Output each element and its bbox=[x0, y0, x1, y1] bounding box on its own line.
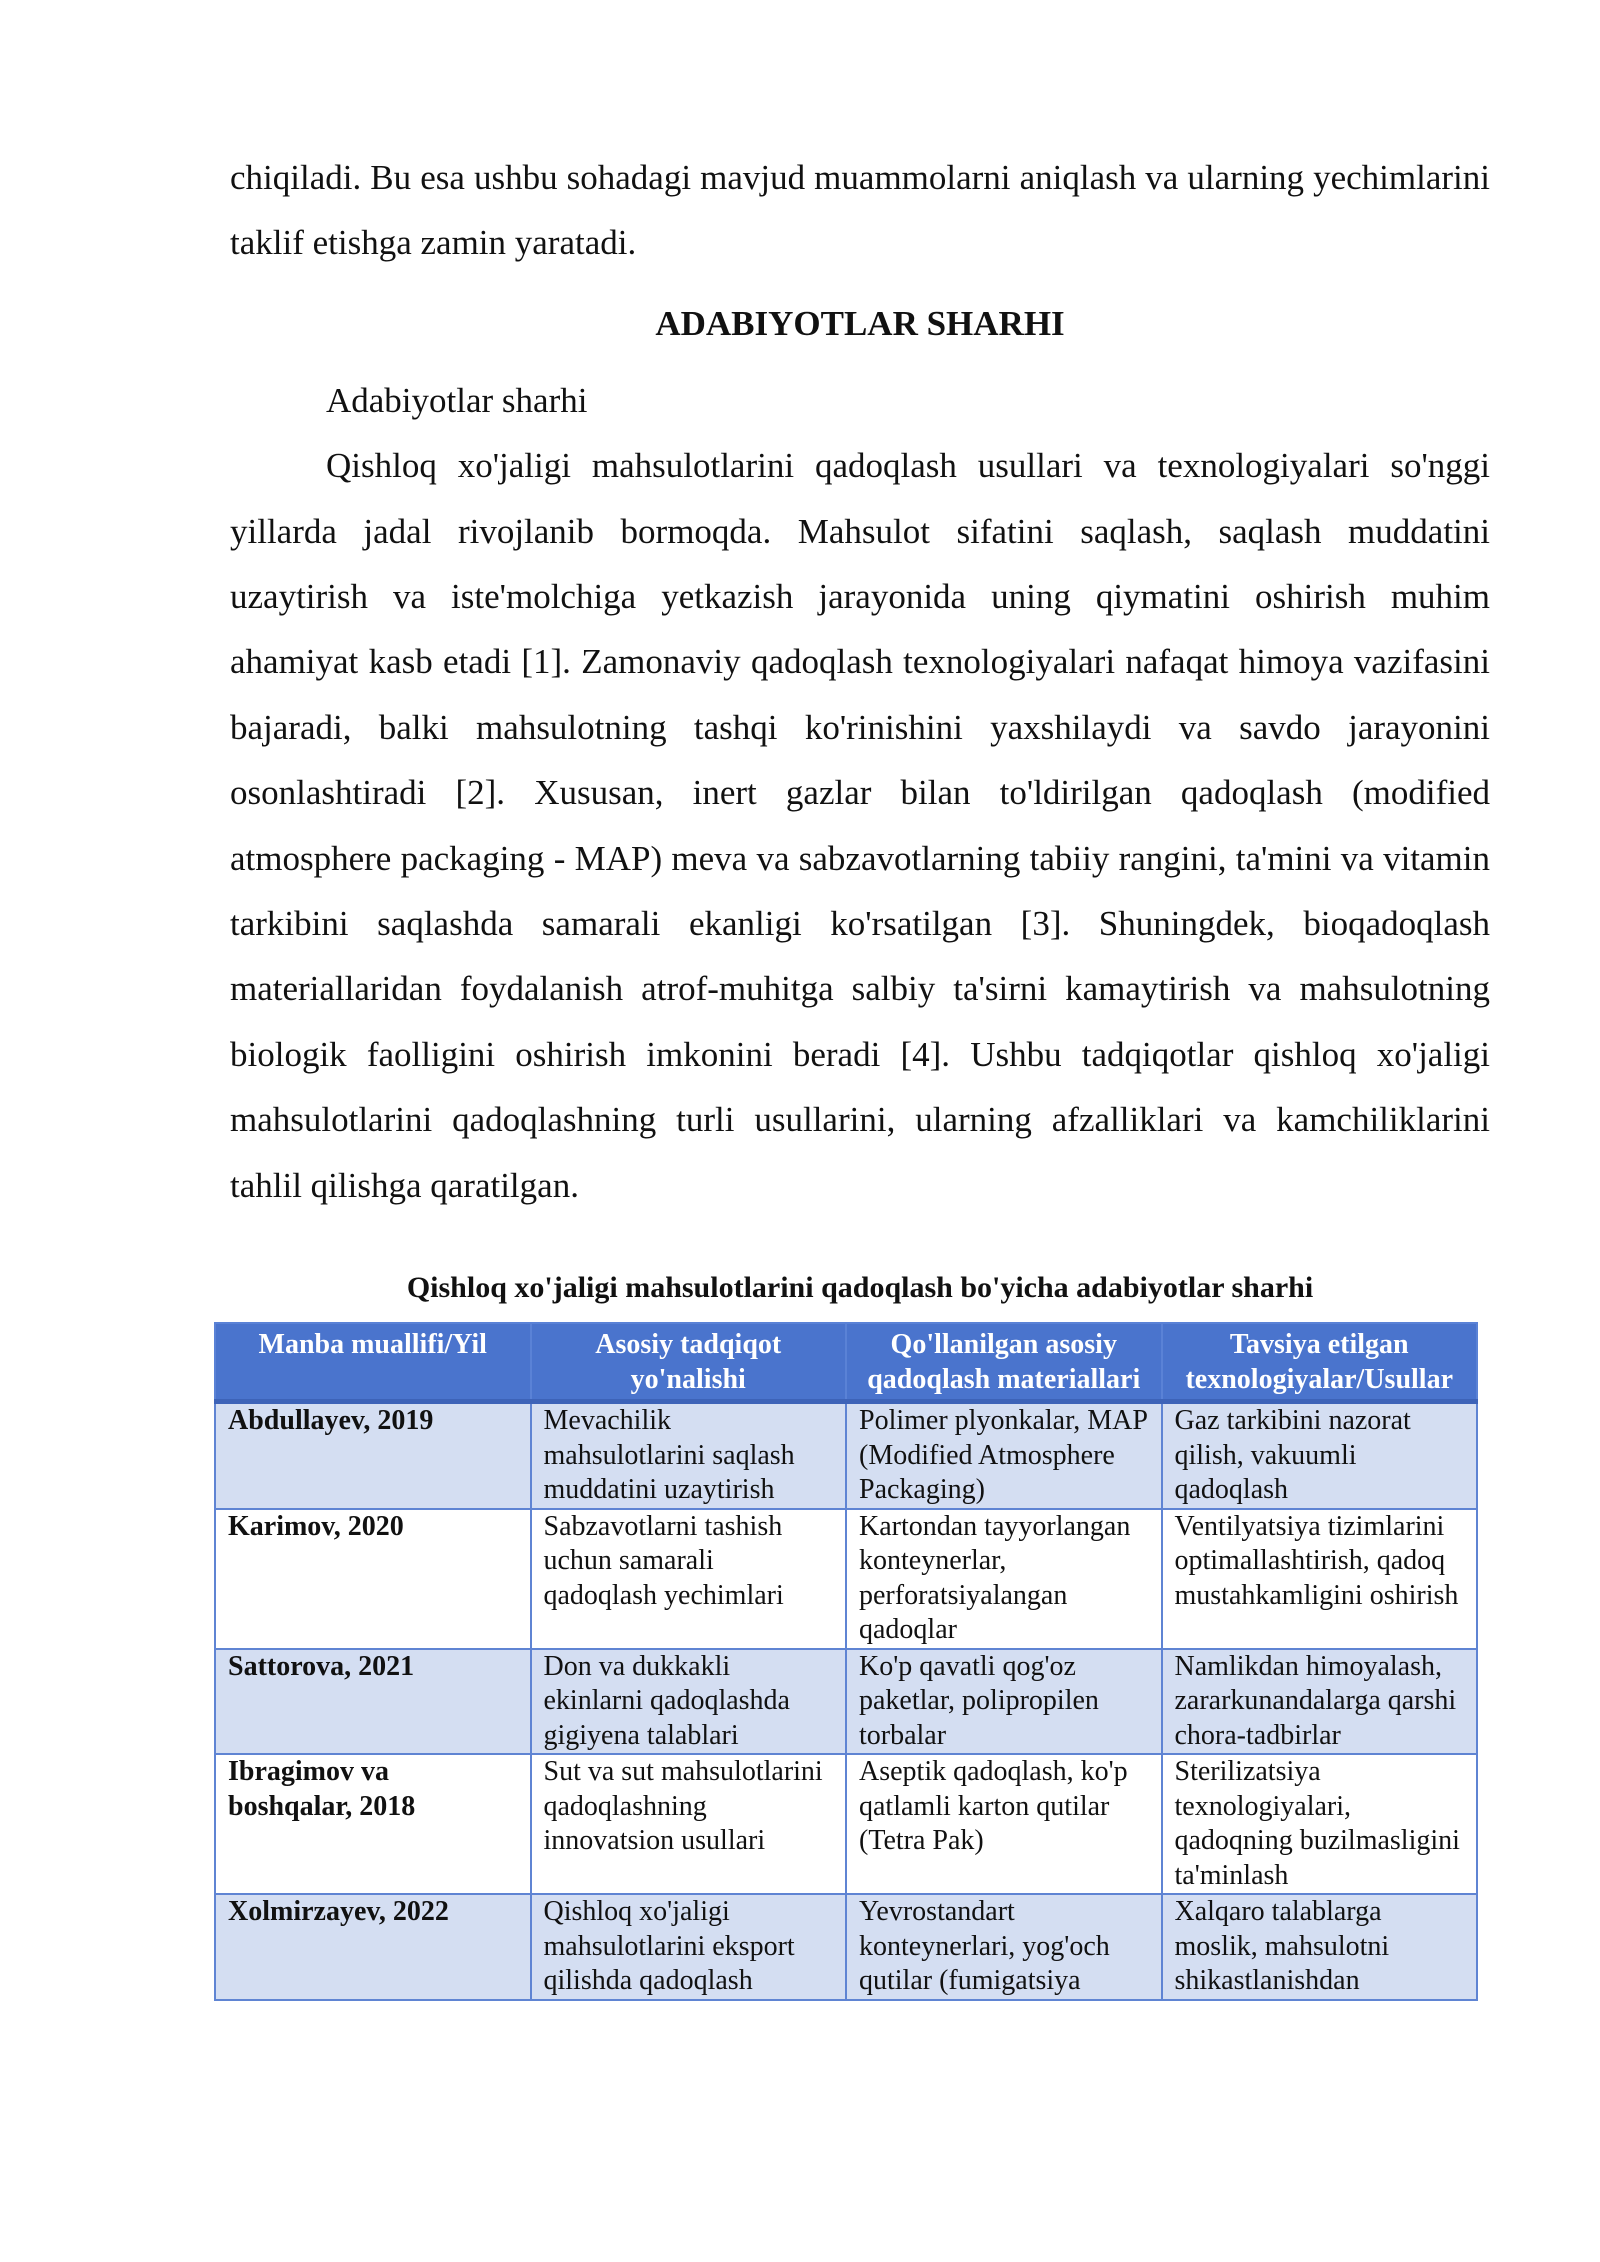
cell-research-direction: Don va dukkakli ekinlarni qadoqlashda gigiyena talablari bbox=[531, 1649, 847, 1755]
table-row bbox=[215, 1509, 1477, 1649]
literature-review-table bbox=[214, 1322, 1478, 2001]
cell-packaging-materials: Ko'p qavatli qog'oz paketlar, polipropilen torbalar bbox=[846, 1649, 1162, 1755]
table-header-row bbox=[215, 1323, 1477, 1402]
table-row bbox=[215, 1649, 1477, 1755]
cell-research-direction: Sut va sut mahsulotlarini qadoqlashning innovatsion usullari bbox=[531, 1754, 847, 1894]
cell-recommended-technologies: Ventilyatsiya tizimlarini optimallashtirish, qadoq mustahkamligini oshirish bbox=[1162, 1509, 1478, 1649]
cell-author: Sattorova, 2021 bbox=[215, 1649, 531, 1755]
table-caption: Qishloq xo'jaligi mahsulotlarini qadoqlash bo'yicha adabiyotlar sharhi bbox=[406, 1271, 1314, 1305]
header-recommended-technologies: Tavsiya etilgan texnologiyalar/Usullar bbox=[1162, 1323, 1478, 1402]
cell-research-direction: Mevachilik mahsulotlarini saqlash muddatini uzaytirish bbox=[531, 1402, 847, 1509]
cell-packaging-materials: Yevrostandart konteynerlari, yog'och qutilar (fumigatsiya bbox=[846, 1894, 1162, 2000]
cell-recommended-technologies: Xalqaro talablarga moslik, mahsulotni shikastlanishdan bbox=[1162, 1894, 1478, 2000]
table-row bbox=[215, 1894, 1477, 2000]
cell-author: Abdullayev, 2019 bbox=[215, 1402, 531, 1509]
intro-paragraph-tail: chiqiladi. Bu esa ushbu sohadagi mavjud muammolarni aniqlash va ularning yechimlarini taklif etishga zamin yaratadi. bbox=[230, 158, 1490, 263]
cell-recommended-technologies: Sterilizatsiya texnologiyalari, qadoqning buzilmasligini ta'minlash bbox=[1162, 1754, 1478, 1894]
cell-research-direction: Sabzavotlarni tashish uchun samarali qadoqlash yechimlari bbox=[531, 1509, 847, 1649]
cell-packaging-materials: Polimer plyonkalar, MAP (Modified Atmosphere Packaging) bbox=[846, 1402, 1162, 1509]
document-page bbox=[230, 145, 1490, 1322]
cell-author: Xolmirzayev, 2022 bbox=[215, 1894, 531, 2000]
cell-research-direction: Qishloq xo'jaligi mahsulotlarini eksport qilishda qadoqlash bbox=[531, 1894, 847, 2000]
cell-recommended-technologies: Gaz tarkibini nazorat qilish, vakuumli qadoqlash bbox=[1162, 1402, 1478, 1509]
header-research-direction: Asosiy tadqiqot yo'nalishi bbox=[531, 1323, 847, 1402]
body-paragraph: Qishloq xo'jaligi mahsulotlarini qadoqlash usullari va texnologiyalari so'nggi yillarda jadal rivojlanib bormoqda. Mahsulot sifatini saqlash, saqlash muddatini uzaytirish va iste'molchiga yetkazish jarayonida uning qiymatini oshirish muhim ahamiyat kasb etadi [1]. Zamonaviy qadoqlash texnologiyalari nafaqat himoya vazifasini bajaradi, balki mahsulotning tashqi ko'rinishini yaxshilaydi va savdo jarayonini osonlashtiradi [2]. Xususan, inert gazlar bilan to'ldirilgan qadoqlash (modified atmosphere packaging - MAP) meva va sabzavotlarning tabiiy rangini, ta'mini va vitamin tarkibini saqlashda samarali ekanligi ko'rsatilgan [3]. Shuningdek, bioqadoqlash materiallaridan foydalanish atrof-muhitga salbiy ta'sirni kamaytirish va mahsulotning biologik faolligini oshirish imkonini beradi [4]. Ushbu tadqiqotlar qishloq xo'jaligi mahsulotlarini qadoqlashning turli usullarini, ularning afzalliklari va kamchiliklarini tahlil qilishga qaratilgan. bbox=[230, 446, 1490, 1205]
cell-recommended-technologies: Namlikdan himoyalash, zararkunandalarga qarshi chora-tadbirlar bbox=[1162, 1649, 1478, 1755]
section-heading: ADABIYOTLAR SHARHI bbox=[655, 303, 1065, 343]
cell-author: Karimov, 2020 bbox=[215, 1509, 531, 1649]
subheading: Adabiyotlar sharhi bbox=[326, 380, 588, 420]
header-author-year: Manba muallifi/Yil bbox=[215, 1323, 531, 1402]
cell-packaging-materials: Kartondan tayyorlangan konteynerlar, perforatsiyalangan qadoqlar bbox=[846, 1509, 1162, 1649]
header-packaging-materials: Qo'llanilgan asosiy qadoqlash materiallari bbox=[846, 1323, 1162, 1402]
table-row bbox=[215, 1754, 1477, 1894]
cell-author: Ibragimov va boshqalar, 2018 bbox=[215, 1754, 531, 1894]
cell-packaging-materials: Aseptik qadoqlash, ko'p qatlamli karton qutilar (Tetra Pak) bbox=[846, 1754, 1162, 1894]
table-row bbox=[215, 1402, 1477, 1509]
